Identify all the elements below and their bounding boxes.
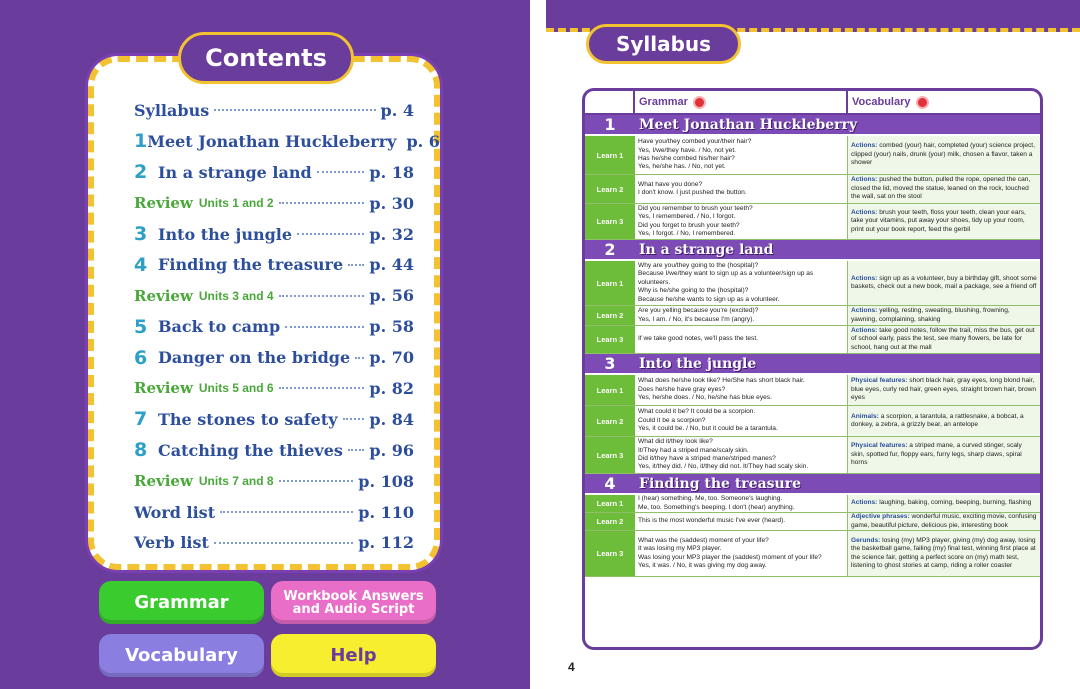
toc-item[interactable]: [134, 280, 414, 311]
vocabulary-words: losing (my) MP3 player, giving (my) dog away, losing the basketball game, failing (my) final test, winning first place at the science fair, getting a perfect score on (my) math test, listening to ghost stories at camp, riding a roller coaster: [851, 536, 1036, 569]
vocabulary-category: Actions:: [851, 142, 878, 150]
grammar-line: Yes, I remembered. / No, I forgot.: [638, 213, 736, 221]
vocabulary-category: Actions:: [851, 307, 878, 315]
learn-label: Learn 1: [585, 375, 635, 405]
toc-review-units: Units 1 and 2: [198, 196, 274, 211]
grammar-line: Did you remember to brush your teeth?: [638, 204, 753, 212]
unit-title: In a strange land: [639, 241, 774, 258]
toc-page-number: p. 56: [369, 286, 414, 306]
unit-title: Finding the treasure: [639, 475, 801, 492]
grammar-line: Yes, I am. / No, it's because I'm (angry).: [638, 315, 755, 323]
toc-review-units: Units 5 and 6: [198, 381, 274, 396]
table-row: [585, 406, 1040, 437]
grammar-line: Was losing your MP3 player the (saddest) moment of your life?: [638, 553, 822, 561]
grammar-line: What have you done?: [638, 180, 703, 188]
toc-unit-number: 6: [134, 346, 148, 369]
toc-unit-number: 1: [134, 130, 148, 153]
grammar-line: What does he/she look like? He/She has short black hair.: [638, 377, 805, 385]
grammar-line: Are you yelling because you're (excited)?: [638, 307, 759, 315]
toc-unit-number: 2: [134, 161, 148, 184]
toc-dot-leader: [355, 357, 364, 359]
grammar-line: It was losing my MP3 player.: [638, 545, 722, 553]
table-row: [585, 136, 1040, 175]
toc-item[interactable]: [134, 373, 414, 404]
vocabulary-cell: [848, 437, 1040, 473]
grammar-line: Has he/she combed his/her hair?: [638, 155, 735, 162]
toc-item[interactable]: [134, 404, 414, 435]
toc-dot-leader: [285, 326, 364, 328]
toc-item[interactable]: [134, 95, 414, 126]
toc-unit-number: 4: [134, 253, 148, 276]
toc-page-number: p. 18: [369, 162, 414, 182]
grammar-line: Because he/she wants to sign up as a volunteer.: [638, 295, 780, 303]
vocabulary-cell: [848, 531, 1040, 576]
toc-item[interactable]: [134, 188, 414, 219]
grammar-cell: [635, 175, 848, 203]
page-number: 4: [568, 660, 575, 674]
audio-cd-icon[interactable]: [916, 96, 929, 109]
workbook-answers-button[interactable]: [271, 581, 436, 624]
grammar-cell: [635, 437, 848, 473]
toc-label: Review: [134, 286, 193, 305]
grammar-line: If we take good notes, we'll pass the test.: [638, 335, 759, 343]
syllabus-title: Syllabus: [586, 24, 741, 64]
grammar-line: Yes, he/she does. / No, he/she has blue eyes.: [638, 394, 772, 402]
vocabulary-cell: [848, 306, 1040, 325]
toc-page-number: p. 58: [369, 317, 414, 337]
grammar-line: Why are you/they going to the (hospital)?: [638, 261, 759, 269]
vocabulary-category: Animals:: [851, 412, 879, 420]
vocabulary-words: combed (your) hair, completed (your) science project, clipped (your) nails, drunk (your) milk, chosen a flavor, taken a shower: [851, 142, 1035, 167]
grammar-line: Yes, it/they did. / No, it/they did not. It/They had scaly skin.: [638, 463, 809, 471]
vocabulary-column-header: Vocabulary: [848, 91, 1040, 113]
syllabus-body: [585, 115, 1040, 577]
contents-title: Contents: [178, 32, 354, 84]
learn-label: Learn 3: [585, 326, 635, 353]
grammar-line: Because I/we/they want to sign up as a volunteer/sign up as volunteers.: [638, 270, 814, 286]
toc-page-number: p. 4: [380, 100, 414, 120]
toc-review-units: Units 7 and 8: [198, 474, 274, 489]
table-row: [585, 437, 1040, 474]
vocabulary-cell: [848, 513, 1040, 530]
unit-header: [585, 115, 1040, 136]
learn-label: Learn 1: [585, 136, 635, 174]
grammar-cell: [635, 261, 848, 305]
learn-label: Learn 2: [585, 513, 635, 530]
toc-dot-leader: [220, 511, 353, 513]
unit-number: 3: [604, 354, 616, 373]
vocabulary-cell: [848, 136, 1040, 174]
unit-number: 2: [604, 240, 616, 259]
vocabulary-category: Actions:: [851, 274, 878, 282]
toc-item[interactable]: [134, 497, 414, 528]
table-row: [585, 531, 1040, 577]
grammar-cell: [635, 204, 848, 239]
help-button[interactable]: Help: [271, 634, 436, 677]
toc-item[interactable]: [134, 126, 440, 157]
grammar-line: What did it/they look like?: [638, 438, 713, 446]
workbook-button-line1: Workbook Answers: [283, 588, 424, 604]
toc-dot-leader: [348, 449, 365, 451]
toc-label: Review: [134, 194, 193, 213]
vocabulary-words: a striped mane, a curved stinger, scaly skin, spotted fur, floppy ears, furry legs, sharp claws, spiral horns: [851, 442, 1022, 467]
table-of-contents: [134, 95, 440, 558]
vocabulary-words: pushed the button, pulled the rope, opened the can, closed the lid, moved the statue, leaned on the rock, touched the wall, sat on the stool: [851, 176, 1031, 201]
grammar-line: Could it be a scorpion?: [638, 416, 706, 424]
grammar-line: I don't know. I just pushed the button.: [638, 189, 747, 196]
toc-item[interactable]: [134, 219, 414, 250]
grammar-line: Me, too. Something's beeping. I don't (hear) anything.: [638, 503, 795, 511]
learn-label: Learn 3: [585, 531, 635, 576]
vocabulary-category: Actions:: [851, 326, 878, 334]
toc-label: Meet Jonathan Huckleberry: [147, 131, 397, 151]
toc-page-number: p. 110: [358, 502, 414, 522]
learn-label: Learn 3: [585, 204, 635, 239]
toc-dot-leader: [297, 233, 364, 235]
grammar-cell: [635, 513, 848, 530]
toc-review-units: Units 3 and 4: [198, 288, 274, 303]
toc-unit-number: 3: [134, 223, 148, 245]
grammar-line: Why is he/she going to the (hospital)?: [638, 287, 749, 295]
unit-header: [585, 354, 1040, 375]
vocabulary-words: brush your teeth, floss your teeth, clean your ears, take your vitamins, put away your shoes, tidy up your room, print out your book report, feed the gerbil: [851, 208, 1026, 233]
toc-item[interactable]: [134, 249, 414, 280]
unit-header: [585, 474, 1040, 495]
vocabulary-cell: [848, 204, 1040, 239]
vocabulary-category: Physical features:: [851, 377, 908, 385]
grammar-line: Did it/they have a striped mane/striped manes?: [638, 455, 776, 462]
unit-header: [585, 240, 1040, 261]
learn-label: Learn 1: [585, 261, 635, 305]
vocabulary-cell: [848, 326, 1040, 353]
toc-page-number: p. 32: [369, 224, 414, 244]
syllabus-table: [582, 88, 1043, 650]
vocabulary-words: wonderful music, exciting movie, confusing game, beautiful picture, delicious pie, interesting book: [851, 513, 1037, 529]
toc-dot-leader: [279, 295, 365, 297]
grammar-cell: [635, 495, 848, 512]
toc-label: Syllabus: [134, 100, 210, 120]
toc-item[interactable]: [134, 435, 414, 466]
vocabulary-category: Actions:: [851, 176, 878, 184]
toc-dot-leader: [348, 264, 364, 266]
table-row: [585, 326, 1040, 354]
vocabulary-cell: [848, 375, 1040, 405]
table-row: [585, 495, 1040, 513]
audio-cd-icon[interactable]: [693, 96, 706, 109]
toc-label: In a strange land: [158, 162, 312, 182]
toc-item[interactable]: [134, 527, 414, 558]
toc-label: Back to camp: [158, 317, 281, 337]
vocabulary-words: take good notes, follow the trail, miss the bus, get out of school early, pass the test, see many flowers, be late for school, hang out at the mall: [851, 326, 1035, 351]
toc-dot-leader: [279, 480, 354, 482]
toc-unit-number: 5: [134, 315, 148, 338]
unit-number: 1: [604, 115, 616, 134]
table-row: [585, 204, 1040, 240]
grammar-line: Yes, it was. / No, it was giving my dog away.: [638, 561, 767, 569]
vocabulary-category: Gerunds:: [851, 536, 881, 544]
toc-label: Review: [134, 379, 193, 398]
table-row: [585, 261, 1040, 306]
learn-label: Learn 2: [585, 175, 635, 203]
toc-label: The stones to safety: [158, 409, 338, 429]
unit-title: Into the jungle: [639, 355, 757, 372]
toc-label: Finding the treasure: [158, 255, 344, 275]
grammar-button[interactable]: Grammar: [99, 581, 264, 624]
syllabus-page: [546, 0, 1080, 689]
vocabulary-category: Actions:: [851, 208, 878, 216]
learn-label: Learn 2: [585, 406, 635, 436]
grammar-line: I (hear) something. Me, too. Someone's laughing.: [638, 495, 783, 503]
grammar-cell: [635, 326, 848, 353]
toc-dot-leader: [343, 418, 365, 420]
table-row: [585, 513, 1040, 531]
workbook-button-line2: and Audio Script: [292, 601, 415, 617]
toc-page-number: p. 82: [369, 378, 414, 398]
table-row: [585, 375, 1040, 406]
table-row: [585, 175, 1040, 204]
grammar-cell: [635, 406, 848, 436]
toc-page-number: p. 44: [369, 255, 414, 275]
grammar-cell: [635, 375, 848, 405]
toc-page-number: p. 96: [369, 440, 414, 460]
grammar-cell: [635, 531, 848, 576]
vocabulary-category: Actions:: [851, 499, 878, 507]
toc-label: Danger on the bridge: [158, 348, 351, 368]
unit-title: Meet Jonathan Huckleberry: [639, 116, 858, 133]
grammar-line: What could it be? It could be a scorpion.: [638, 408, 756, 416]
learn-label: Learn 3: [585, 437, 635, 473]
grammar-cell: [635, 136, 848, 174]
toc-item[interactable]: [134, 342, 414, 373]
toc-dot-leader: [214, 109, 375, 111]
toc-item[interactable]: [134, 311, 414, 342]
vocabulary-cell: [848, 261, 1040, 305]
toc-label: Review: [134, 472, 193, 491]
toc-page-number: p. 112: [358, 533, 414, 553]
syllabus-header-row: [585, 91, 1040, 115]
grammar-column-header: Grammar: [635, 91, 848, 113]
toc-page-number: p. 70: [369, 348, 414, 368]
grammar-line: Yes, I forgot. / No, I remembered.: [638, 229, 736, 237]
toc-page-number: p. 6: [406, 131, 440, 151]
grammar-line: What was the (saddest) moment of your life?: [638, 536, 769, 544]
toc-page-number: p. 108: [358, 471, 414, 491]
toc-page-number: p. 30: [369, 193, 414, 213]
toc-label: Verb list: [134, 533, 209, 553]
toc-dot-leader: [317, 171, 365, 173]
vocabulary-cell: [848, 406, 1040, 436]
toc-dot-leader: [279, 387, 365, 389]
grammar-line: Did you forget to brush your teeth?: [638, 221, 740, 229]
toc-dot-leader: [279, 202, 365, 204]
toc-item[interactable]: [134, 466, 414, 497]
toc-page-number: p. 84: [369, 409, 414, 429]
toc-item[interactable]: [134, 157, 414, 188]
vocabulary-words: sign up as a volunteer, buy a birthday gift, shoot some baskets, check out a new book, mail a package, see a friend off: [851, 274, 1037, 290]
grammar-cell: [635, 306, 848, 325]
table-row: [585, 306, 1040, 326]
vocabulary-words: a scorpion, a tarantula, a rattlesnake, a bobcat, a donkey, a zebra, a grizzly bear, an antelope: [851, 412, 1024, 428]
vocabulary-category: Physical features:: [851, 442, 908, 450]
toc-label: Catching the thieves: [158, 440, 343, 460]
toc-unit-number: 8: [134, 439, 148, 462]
vocabulary-words: yelling, resting, sweating, blushing, frowning, yawning, complaining, shaking: [851, 307, 1010, 323]
grammar-line: Have you/they combed your/their hair?: [638, 138, 752, 146]
grammar-line: Yes, he/she has. / No, not yet.: [638, 163, 726, 171]
vocabulary-words: short black hair, gray eyes, long blond hair, blue eyes, curly red hair, green eyes, straight brown hair, brown eyes: [851, 377, 1037, 402]
unit-number: 4: [604, 474, 616, 493]
grammar-line: Yes, I/we/they have. / No, not yet.: [638, 146, 736, 154]
contents-page: [0, 0, 530, 689]
toc-label: Word list: [134, 502, 216, 522]
toc-dot-leader: [214, 542, 353, 544]
grammar-line: This is the most wonderful music I've ever (heard).: [638, 517, 786, 525]
vocabulary-cell: [848, 175, 1040, 203]
grammar-line: It/They had a striped mane/scaly skin.: [638, 446, 749, 454]
learn-label: Learn 2: [585, 306, 635, 325]
vocabulary-words: laughing, baking, coming, beeping, burning, flashing: [879, 499, 1032, 507]
vocabulary-cell: [848, 495, 1040, 512]
grammar-line: Does he/she have gray eyes?: [638, 385, 726, 393]
toc-unit-number: 7: [134, 408, 148, 431]
vocabulary-category: Adjective phrases:: [851, 513, 910, 521]
vocabulary-button[interactable]: Vocabulary: [99, 634, 264, 677]
grammar-line: Yes, it could be. / No, but it could be a tarantula.: [638, 425, 778, 433]
toc-label: Into the jungle: [158, 224, 293, 244]
learn-label: Learn 1: [585, 495, 635, 512]
